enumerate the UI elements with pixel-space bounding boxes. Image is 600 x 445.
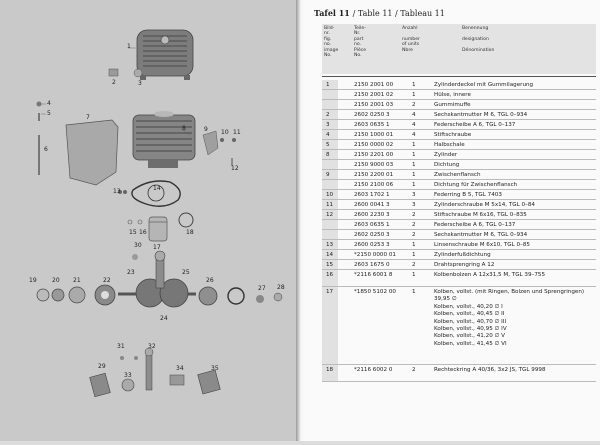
cell-part-number: 2150 2001 03 <box>354 102 394 108</box>
cell-description: Halbschale <box>434 142 465 148</box>
cell-quantity: 2 <box>412 102 416 108</box>
callout-7: 7 <box>86 114 90 121</box>
exploded-parts-diagram <box>0 0 296 441</box>
cell-description: Dichtung für Zwischenflansch <box>434 182 518 188</box>
table-row <box>304 150 600 160</box>
callout-33: 33 <box>124 372 132 379</box>
table-row <box>304 180 600 190</box>
cell-description: Hülse, innere <box>434 92 471 98</box>
cell-bild: 18 <box>326 367 334 373</box>
cell-description: Gummimuffe <box>434 102 471 108</box>
callout-20: 20 <box>52 277 60 284</box>
table-row <box>304 170 600 180</box>
cell-part-number: *2116 6002 0 <box>354 367 393 373</box>
callout-21: 21 <box>73 277 81 284</box>
callout-14: 14 <box>153 185 161 192</box>
callout-15: 15 <box>129 229 137 236</box>
table-row <box>304 260 600 270</box>
cell-description: Stiftschraube M 6x16, TGL 0–835 <box>434 212 527 218</box>
cell-quantity: 3 <box>412 192 416 198</box>
cell-bild: 3 <box>326 122 330 128</box>
cell-description: Drahtsprengring A 12 <box>434 262 495 268</box>
cell-quantity: 1 <box>412 92 416 98</box>
callout-19: 19 <box>29 277 37 284</box>
table-row <box>304 100 600 110</box>
header-benennung: Benennung designation Dénomination <box>462 26 495 53</box>
cell-part-number: *2150 0000 01 <box>354 252 396 258</box>
table-row <box>304 80 600 90</box>
header-teile: Teile- Nr. part no. Pièce No. <box>354 26 367 59</box>
cylinder-head-drawing <box>137 30 193 80</box>
cell-quantity: 1 <box>412 272 416 278</box>
row-separator <box>322 381 596 382</box>
callout-29: 29 <box>98 363 106 370</box>
cell-bild: 14 <box>326 252 334 258</box>
table-row <box>304 140 600 150</box>
table-row <box>304 130 600 140</box>
callout-11: 11 <box>233 129 241 136</box>
cell-description: Kolben, vollst. (mit Ringen, Bolzen und Sprengringen) 39,95 ∅ Kolben, vollst., 40,20 ∅ I Kolben, vollst., 40,45 ∅ II Kolben, vollst., 40,70 ∅ III Kolben, vollst., 40,95 ∅ IV Kolben, vollst., 41,20 ∅ V Kolben, vollst., 41,45 ∅ VI <box>434 289 585 347</box>
cell-description: Sechskantmutter M 6, TGL 0–934 <box>434 232 528 238</box>
callout-24: 24 <box>160 315 168 322</box>
table-row <box>304 220 600 230</box>
cell-bild: 4 <box>326 132 330 138</box>
callout-23: 23 <box>127 269 135 276</box>
cell-quantity: 4 <box>412 112 416 118</box>
cell-description: Federscheibe A 6, TGL 0–137 <box>434 122 516 128</box>
cell-quantity: 1 <box>412 162 416 168</box>
cell-description: Sechskantmutter M 6, TGL 0–934 <box>434 112 528 118</box>
cell-part-number: 2603 1702 1 <box>354 192 390 198</box>
cell-description: Federscheibe A 6, TGL 0–137 <box>434 222 516 228</box>
callout-35: 35 <box>211 365 219 372</box>
table-row <box>304 250 600 260</box>
cell-description: Zwischenflansch <box>434 172 481 178</box>
table-row <box>304 287 600 365</box>
callout-32: 32 <box>148 343 156 350</box>
table-row <box>304 90 600 100</box>
table-row <box>304 270 600 287</box>
cell-quantity: 1 <box>412 252 416 258</box>
cell-description: Linsenschraube M 6x10, TGL 0–85 <box>434 242 530 248</box>
cell-description: Zylinderdeckel mit Gummilagerung <box>434 82 534 88</box>
cell-part-number: 2150 1000 01 <box>354 132 394 138</box>
title-translations: / Table 11 / Tableau 11 <box>352 9 445 18</box>
callout-26: 26 <box>206 277 214 284</box>
table-row <box>304 230 600 240</box>
cell-quantity: 1 <box>412 289 416 295</box>
table-row <box>304 240 600 250</box>
callout-28: 28 <box>277 284 285 291</box>
cell-bild: 5 <box>326 142 330 148</box>
callout-18: 18 <box>186 229 194 236</box>
callout-10: 10 <box>221 129 229 136</box>
table-row <box>304 190 600 200</box>
cell-part-number: *2116 6001 8 <box>354 272 393 278</box>
callout-8: 8 <box>182 125 186 132</box>
callout-27: 27 <box>258 285 266 292</box>
table-row <box>304 120 600 130</box>
cell-bild: 9 <box>326 172 330 178</box>
cell-quantity: 1 <box>412 142 416 148</box>
cell-quantity: 1 <box>412 182 416 188</box>
cell-part-number: 2600 2230 3 <box>354 212 390 218</box>
cell-part-number: 2150 9000 03 <box>354 162 394 168</box>
cell-part-number: *1850 5102 00 <box>354 289 396 295</box>
callout-9: 9 <box>204 126 208 133</box>
cell-quantity: 2 <box>412 262 416 268</box>
callout-3: 3 <box>138 80 142 87</box>
parts-table-body <box>304 0 600 441</box>
cell-bild: 11 <box>326 202 334 208</box>
cell-quantity: 2 <box>412 232 416 238</box>
callout-2: 2 <box>112 79 116 86</box>
cell-part-number: 2600 0041 3 <box>354 202 390 208</box>
callout-5: 5 <box>47 110 51 117</box>
cell-bild: 1 <box>326 82 330 88</box>
cell-quantity: 2 <box>412 367 416 373</box>
callout-6: 6 <box>44 146 48 153</box>
cell-bild: 12 <box>326 212 334 218</box>
cell-part-number: 2603 0635 1 <box>354 222 390 228</box>
parts-list-page <box>304 0 600 441</box>
crankshaft-drawing <box>118 251 196 307</box>
title-main: Tafel 11 <box>314 8 350 18</box>
cell-bild: 2 <box>326 112 330 118</box>
cell-description: Federring B 5, TGL 7403 <box>434 192 502 198</box>
callout-25: 25 <box>182 269 190 276</box>
cell-part-number: 2602 0250 3 <box>354 112 390 118</box>
cell-part-number: 2150 0000 02 <box>354 142 394 148</box>
cell-quantity: 4 <box>412 122 416 128</box>
callout-1: 1 <box>127 43 131 50</box>
cell-bild: 10 <box>326 192 334 198</box>
table-row <box>304 160 600 170</box>
callout-22: 22 <box>103 277 111 284</box>
callout-17: 17 <box>153 244 161 251</box>
cell-part-number: 2602 0250 3 <box>354 232 390 238</box>
callout-12: 12 <box>231 165 239 172</box>
cell-description: Zylinderschraube M 5x14, TGL 0–84 <box>434 202 535 208</box>
header-bild: Bild- nr. fig. no. image No. <box>324 26 339 59</box>
cell-part-number: 2150 2201 00 <box>354 152 394 158</box>
cell-description: Dichtung <box>434 162 460 168</box>
cell-quantity: 2 <box>412 212 416 218</box>
callout-34: 34 <box>176 365 184 372</box>
table-row <box>304 365 600 382</box>
callout-4: 4 <box>47 100 51 107</box>
cell-quantity: 1 <box>412 82 416 88</box>
cell-quantity: 2 <box>412 222 416 228</box>
cell-description: Zylinder <box>434 152 458 158</box>
cell-quantity: 4 <box>412 132 416 138</box>
cell-description: Rechteckring A 40/36, 3x2 JS, TGL 9998 <box>434 367 546 373</box>
table-row <box>304 210 600 220</box>
callout-16: 16 <box>139 229 147 236</box>
cell-bild: 17 <box>326 289 334 295</box>
cell-part-number: 2150 2200 01 <box>354 172 394 178</box>
callout-31: 31 <box>117 343 125 350</box>
header-anzahl: Anzahl number of units Nbre <box>402 26 420 53</box>
table-row <box>304 110 600 120</box>
cell-quantity: 1 <box>412 242 416 248</box>
cell-bild: 13 <box>326 242 334 248</box>
callout-30: 30 <box>134 242 142 249</box>
book-gutter <box>296 0 304 441</box>
cylinder-drawing <box>133 111 195 168</box>
cell-bild: 16 <box>326 272 334 278</box>
cell-part-number: 2603 0635 1 <box>354 122 390 128</box>
cell-part-number: 2150 2001 00 <box>354 82 394 88</box>
cell-part-number: 2150 2100 06 <box>354 182 394 188</box>
callout-13: 13 <box>113 188 121 195</box>
cell-quantity: 3 <box>412 202 416 208</box>
table-row <box>304 200 600 210</box>
cell-description: Zylinderfußdichtung <box>434 252 491 258</box>
row-tab <box>322 287 338 365</box>
parts-illustration <box>0 0 296 441</box>
cell-quantity: 1 <box>412 152 416 158</box>
cell-quantity: 1 <box>412 172 416 178</box>
cell-bild: 15 <box>326 262 334 268</box>
cell-part-number: 2600 0253 3 <box>354 242 390 248</box>
cell-description: Stiftschraube <box>434 132 472 138</box>
cell-description: Kolbenbolzen A 12x31,5 M, TGL 39–755 <box>434 272 546 278</box>
cell-bild: 8 <box>326 152 330 158</box>
cell-part-number: 2603 1675 0 <box>354 262 390 268</box>
cell-part-number: 2150 2001 02 <box>354 92 394 98</box>
